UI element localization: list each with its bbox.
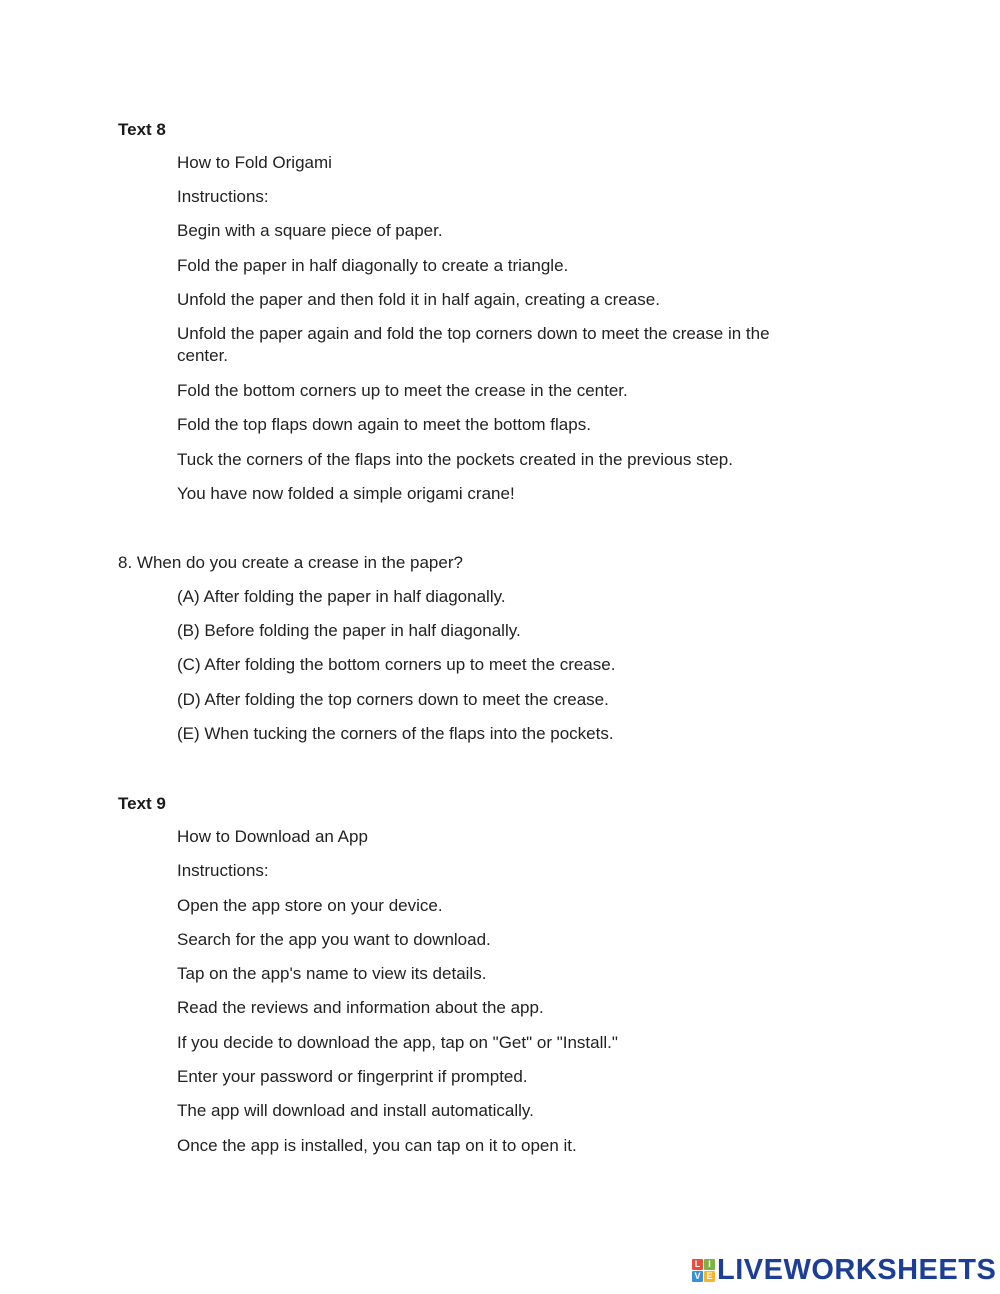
question8-option-e[interactable]: (E) When tucking the corners of the flaps into the pockets. [177, 724, 614, 743]
text8-step: Unfold the paper and then fold it in half again, creating a crease. [177, 290, 660, 309]
text9-step: If you decide to download the app, tap on "Get" or "Install." [177, 1033, 618, 1052]
text9-step: Open the app store on your device. [177, 896, 443, 915]
text8-step: Tuck the corners of the flaps into the pockets created in the previous step. [177, 450, 733, 469]
text9-step: Read the reviews and information about the app. [177, 998, 544, 1017]
logo-badge-letter: L [692, 1259, 703, 1270]
question8-option-b[interactable]: (B) Before folding the paper in half diagonally. [177, 621, 521, 640]
text9-instructions-label: Instructions: [177, 861, 269, 880]
text9-step: Search for the app you want to download. [177, 930, 491, 949]
text9-step: Once the app is installed, you can tap on it to open it. [177, 1136, 577, 1155]
text8-step: Fold the bottom corners up to meet the crease in the center. [177, 381, 628, 400]
text9-title: How to Download an App [177, 827, 368, 846]
text8-step: You have now folded a simple origami crane! [177, 484, 515, 503]
text8-instructions-label: Instructions: [177, 187, 269, 206]
logo-badge-letter: I [704, 1259, 715, 1270]
text8-title: How to Fold Origami [177, 153, 332, 172]
logo-badge-icon [692, 1259, 715, 1282]
text9-heading: Text 9 [118, 794, 166, 813]
text8-step: Fold the top flaps down again to meet the bottom flaps. [177, 415, 591, 434]
logo-text: LIVEWORKSHEETS [717, 1254, 997, 1286]
text9-step: Tap on the app's name to view its details. [177, 964, 487, 983]
text8-step: Begin with a square piece of paper. [177, 221, 443, 240]
text9-step: The app will download and install automatically. [177, 1101, 534, 1120]
question8-option-a[interactable]: (A) After folding the paper in half diagonally. [177, 587, 506, 606]
question8-prompt: 8. When do you create a crease in the paper? [118, 553, 463, 572]
liveworksheets-logo[interactable] [692, 1254, 996, 1286]
question8-option-c[interactable]: (C) After folding the bottom corners up to meet the crease. [177, 655, 616, 674]
question8-option-d[interactable]: (D) After folding the top corners down to meet the crease. [177, 690, 609, 709]
logo-badge-letter: E [704, 1271, 715, 1282]
logo-badge-letter: V [692, 1271, 703, 1282]
text9-step: Enter your password or fingerprint if prompted. [177, 1067, 528, 1086]
text8-heading: Text 8 [118, 120, 166, 139]
text8-step: Fold the paper in half diagonally to create a triangle. [177, 256, 569, 275]
text8-step: Unfold the paper again and fold the top corners down to meet the crease in the center. [177, 324, 770, 365]
